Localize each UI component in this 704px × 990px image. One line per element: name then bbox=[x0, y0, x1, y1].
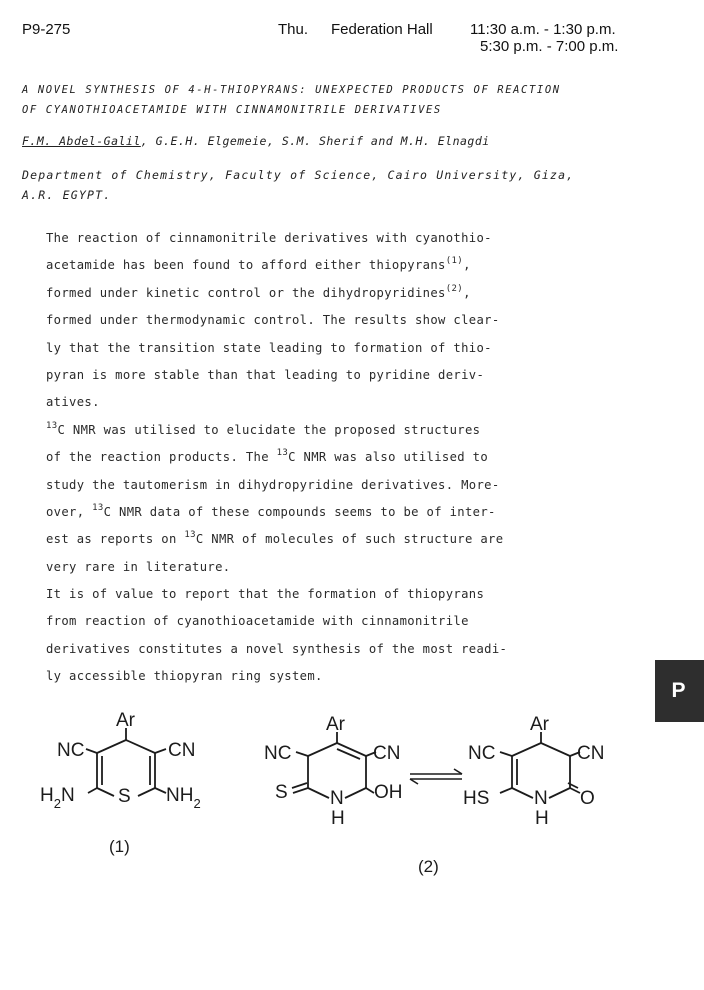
abstract-line: atives. bbox=[46, 395, 100, 410]
isotope-superscript: 13 bbox=[92, 502, 104, 513]
abstract bbox=[46, 225, 606, 691]
session-day: Thu. bbox=[278, 21, 309, 38]
abstract-text: over, bbox=[46, 504, 93, 519]
affiliation-line-2: A.R. EGYPT. bbox=[22, 188, 112, 202]
compound-label-2: (2) bbox=[418, 857, 439, 876]
abstract-text: acetamide has been found to afford either thiopyrans bbox=[46, 258, 446, 273]
amino-nh: NH bbox=[166, 785, 194, 806]
abstract-text: , bbox=[463, 285, 471, 300]
nitrile-group: CN bbox=[168, 740, 196, 761]
aryl-group: Ar bbox=[326, 714, 345, 735]
abstract-text: C NMR of molecules of such structure are bbox=[195, 532, 504, 547]
aryl-group: Ar bbox=[530, 714, 549, 735]
bond bbox=[155, 749, 166, 753]
bond bbox=[138, 788, 155, 796]
bond bbox=[292, 783, 307, 788]
abstract-text: formed under kinetic control or the dihydropyridines bbox=[46, 285, 446, 300]
affiliation-line-1: Department of Chemistry, Faculty of Science, Cairo University, Giza, bbox=[22, 168, 575, 182]
bond bbox=[500, 752, 512, 756]
ring-nitrogen: N bbox=[330, 788, 344, 809]
amino-subscript: 2 bbox=[193, 796, 201, 811]
bond bbox=[296, 752, 308, 756]
authors bbox=[22, 134, 490, 148]
hydroxyl-group: OH bbox=[374, 782, 403, 803]
thiol-group: HS bbox=[463, 788, 490, 809]
paper-title-line-1: A NOVEL SYNTHESIS OF 4-H-THIOPYRANS: UNEXPECTED PRODUCTS OF REACTION bbox=[22, 84, 561, 96]
abstract-line: very rare in literature. bbox=[46, 559, 231, 574]
session-time-2: 5:30 p.m. - 7:00 p.m. bbox=[480, 38, 619, 55]
abstract-text: , bbox=[463, 258, 471, 273]
nitrile-group: NC bbox=[57, 740, 85, 761]
amino-group bbox=[166, 785, 201, 811]
bond bbox=[500, 788, 512, 793]
presenting-author: F.M. Abdel-Galil bbox=[22, 134, 141, 148]
paper-title-line-2: OF CYANOTHIOACETAMIDE WITH CINNAMONITRILE DERIVATIVES bbox=[22, 104, 442, 116]
abstract-text: est as reports on bbox=[46, 532, 185, 547]
bond bbox=[549, 788, 570, 798]
abstract-text: C NMR was also utilised to bbox=[288, 450, 489, 465]
session-time-1: 11:30 a.m. - 1:30 p.m. bbox=[470, 21, 616, 38]
amino-group bbox=[40, 785, 75, 811]
isotope-superscript: 13 bbox=[184, 530, 196, 541]
ring-nh-hydrogen: H bbox=[535, 808, 549, 829]
bond bbox=[97, 788, 114, 796]
co-authors: , G.E.H. Elgemeie, S.M. Sherif and M.H. Elnagdi bbox=[140, 134, 490, 148]
bond bbox=[337, 749, 360, 759]
equilibrium-arrow bbox=[410, 769, 462, 784]
abstract-line bbox=[46, 280, 606, 307]
bond bbox=[512, 788, 533, 798]
abstract-line bbox=[46, 499, 606, 526]
bond bbox=[126, 740, 155, 753]
bond bbox=[155, 788, 166, 793]
abstract-text: of the reaction products. The bbox=[46, 450, 277, 465]
isotope-superscript: 13 bbox=[276, 448, 289, 459]
abstract-line: ly that the transition state leading to formation of thio- bbox=[46, 340, 492, 355]
nitrile-group: CN bbox=[373, 743, 401, 764]
nitrile-group: CN bbox=[577, 743, 605, 764]
abstract-line: ly accessible thiopyran ring system. bbox=[46, 669, 323, 684]
reference-marker: (2) bbox=[445, 283, 464, 294]
abstract-line bbox=[46, 252, 606, 279]
bond bbox=[97, 740, 126, 753]
bond bbox=[293, 788, 308, 793]
ring-nitrogen: N bbox=[534, 788, 548, 809]
thione-sulfur: S bbox=[275, 782, 288, 803]
abstract-text: C NMR was utilised to elucidate the proposed structures bbox=[57, 422, 481, 437]
session-code: P9-275 bbox=[22, 21, 71, 38]
abstract-line: formed under thermodynamic control. The results show clear- bbox=[46, 313, 500, 328]
bond bbox=[86, 749, 97, 753]
abstract-line: The reaction of cinnamonitrile derivatives with cyanothio- bbox=[46, 231, 492, 245]
chemical-structures bbox=[0, 690, 704, 890]
bond bbox=[88, 788, 97, 793]
abstract-line: from reaction of cyanothioacetamide with cinnamonitrile bbox=[46, 614, 469, 629]
abstract-line: pyran is more stable than that leading to pyridine deriv- bbox=[46, 367, 485, 382]
abstract-line: study the tautomerism in dihydropyridine derivatives. More- bbox=[46, 477, 500, 492]
amino-subscript: 2 bbox=[53, 796, 61, 811]
abstract-line bbox=[46, 444, 606, 471]
nitrile-group: NC bbox=[468, 743, 496, 764]
compound-label-1: (1) bbox=[109, 837, 130, 856]
bond bbox=[308, 788, 329, 798]
session-venue: Federation Hall bbox=[331, 21, 433, 38]
bond bbox=[366, 788, 374, 793]
abstract-text: C NMR data of these compounds seems to be of inter- bbox=[103, 504, 496, 519]
section-tab-letter: P bbox=[671, 679, 686, 702]
abstract-line: derivatives constitutes a novel synthesis of the most readi- bbox=[46, 641, 508, 656]
amino-n: N bbox=[60, 785, 75, 806]
isotope-superscript: 13 bbox=[46, 420, 58, 431]
ring-nh-hydrogen: H bbox=[331, 808, 345, 829]
aryl-group: Ar bbox=[116, 710, 135, 731]
bond bbox=[512, 743, 541, 756]
bond bbox=[308, 743, 337, 756]
bond bbox=[541, 743, 570, 756]
abstract-line bbox=[46, 526, 606, 553]
amino-h: H bbox=[40, 785, 54, 806]
reference-marker: (1) bbox=[445, 256, 464, 267]
abstract-line bbox=[46, 417, 606, 444]
abstract-line: It is of value to report that the formation of thiopyrans bbox=[46, 587, 485, 602]
carbonyl-oxygen: O bbox=[580, 788, 595, 809]
bond bbox=[337, 743, 366, 756]
nitrile-group: NC bbox=[264, 743, 292, 764]
bond bbox=[570, 788, 580, 793]
sulfur-atom: S bbox=[118, 786, 131, 807]
bond bbox=[345, 788, 366, 798]
